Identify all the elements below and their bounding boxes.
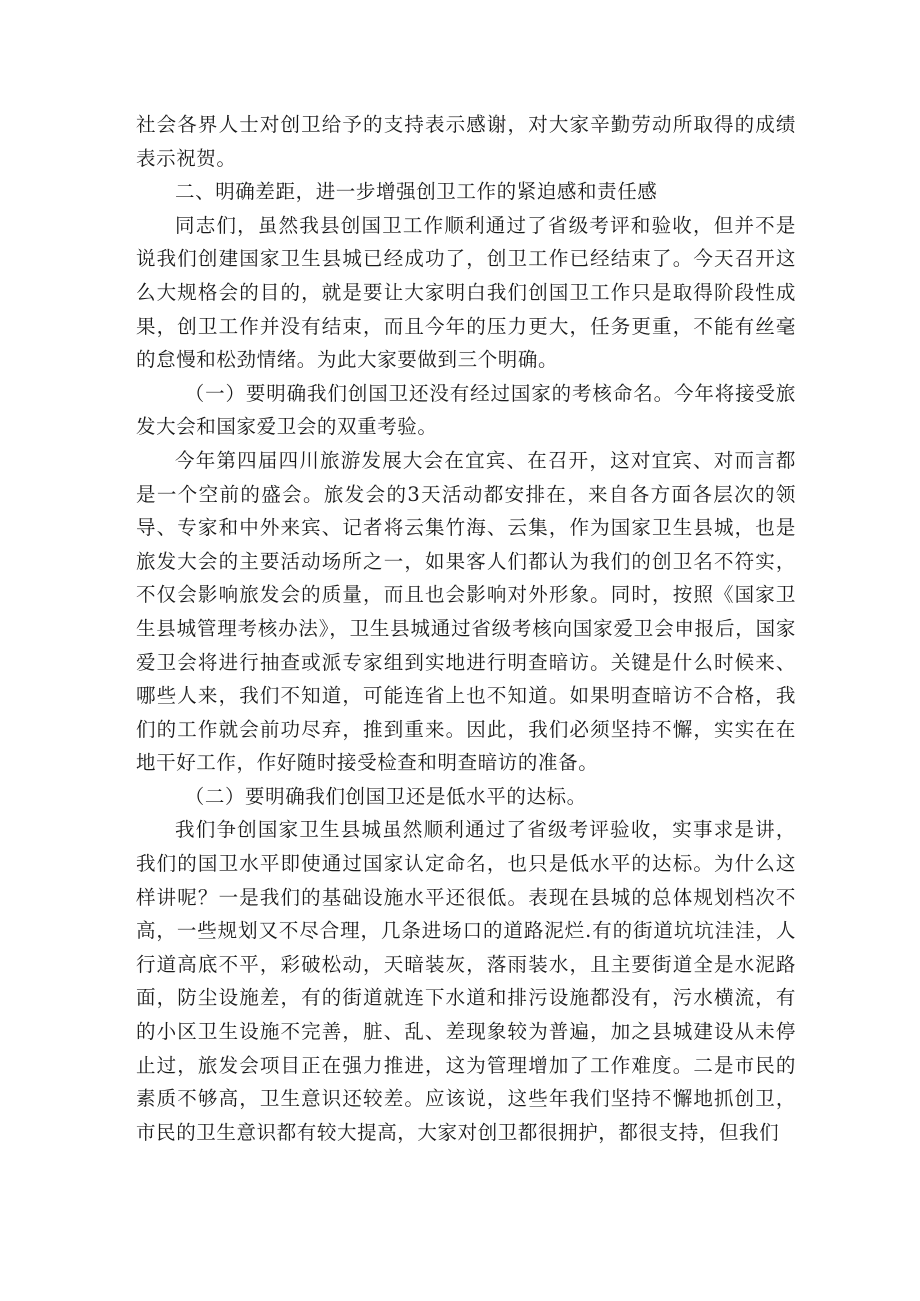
paragraph-body: 我们争创国家卫生县城虽然顺利通过了省级考评验收，实事求是讲，我们的国卫水平即使通过国家认定命名，也只是低水平的达标。为什么这样讲呢？一是我们的基础设施水平还很低。表现在县城的总体规划档次不高，一些规划又不尽合理，几条进场口的道路泥烂.有的街道坑坑洼洼，人行道高底不平，彩破松动，天暗装灰，落雨装水，且主要街道全是水泥路面，防尘设施差，有的街道就连下水道和排污设施都没有，污水横流，有的小区卫生设施不完善，脏、乱、差现象较为普遍，加之县城建设从未停止过，旅发会项目正在强力推进，这为管理增加了工作难度。二是市民的素质不够高，卫生意识还较差。应该说，这些年我们坚持不懈地抓创卫，市民的卫生意识都有较大提高，大家对创卫都很拥护，都很支持，但我们 (136, 818, 796, 1144)
section-heading: 二、明确差距，进一步增强创卫工作的紧迫感和责任感 (175, 180, 658, 204)
paragraph-continuation: 社会各界人士对创卫给予的支持表示感谢，对大家辛勤劳动所取得的成绩表示祝贺。 (136, 113, 796, 170)
paragraph-body: 同志们，虽然我县创国卫工作顺利通过了省级考评和验收，但并不是说我们创建国家卫生县城已经成功了，创卫工作已经结束了。今天召开这么大规格会的目的，就是要让大家明白我们创国卫工作只是取得阶段性成果，创卫工作并没有结束，而且今年的压力更大，任务更重，不能有丝毫的怠慢和松劲情绪。为此大家要做到三个明确。 (136, 213, 796, 372)
subsection-heading-1: （一）要明确我们创国卫还没有经过国家的考核命名。今年将接受旅发大会和国家爱卫会的双重考验。 (136, 381, 796, 439)
paragraph-body: 今年第四届四川旅游发展大会在宜宾、在召开，这对宜宾、对而言都是一个空前的盛会。旅发会的3天活动都安排在，来自各方面各层次的领导、专家和中外来宾、记者将云集竹海、云集，作为国家卫生县城，也是旅发大会的主要活动场所之一，如果客人们都认为我们的创卫名不符实，不仅会影响旅发会的质量，而且也会影响对外形象。同时，按照《国家卫生县城管理考核办法》，卫生县城通过省级考核向国家爱卫会申报后，国家爱卫会将进行抽查或派专家组到实地进行明查暗访。关键是什么时候来、哪些人来，我们不知道，可能连省上也不知道。如果明查暗访不合格，我们的工作就会前功尽弃，推到重来。因此，我们必须坚持不懈，实实在在地干好工作，作好随时接受检查和明查暗访的准备。 (136, 448, 796, 775)
document-page (136, 108, 796, 1149)
subsection-heading-2: （二）要明确我们创国卫还是低水平的达标。 (184, 784, 587, 808)
